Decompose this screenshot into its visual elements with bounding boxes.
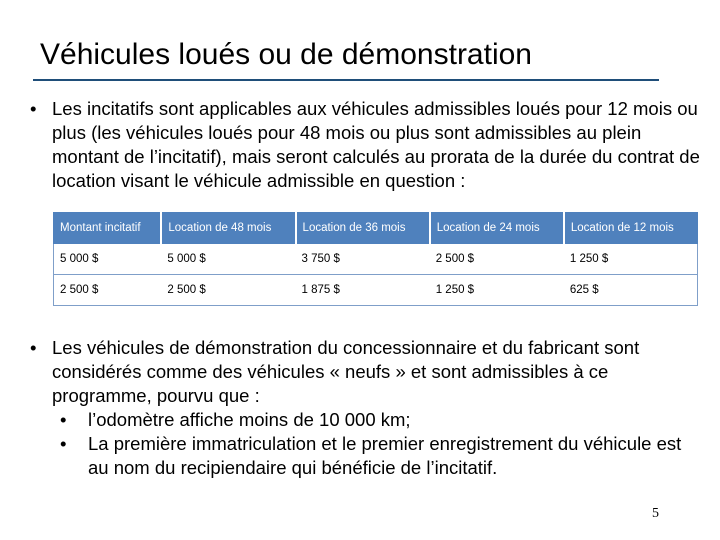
table-header-row	[54, 213, 698, 244]
table-row	[54, 275, 698, 306]
bullet-marker: •	[30, 337, 37, 358]
title-underline	[33, 79, 659, 81]
bullet-marker: •	[30, 98, 37, 119]
table-cell: 1 875 $	[296, 275, 430, 306]
table-cell: 2 500 $	[54, 275, 162, 306]
header-incentive-amount: Montant incitatif	[54, 213, 162, 244]
condition-registration: La première immatriculation et le premier enregistrement du véhicule est au nom du recipiendaire qui bénéficie de l’incitatif.	[88, 433, 682, 478]
table-row	[54, 244, 698, 275]
bullet-demo-vehicles	[30, 336, 700, 480]
demo-paragraph: Les véhicules de démonstration du concessionnaire et du fabricant sont considérés comme des véhicules « neufs » et sont admissibles à ce programme, pourvu que :	[52, 337, 640, 406]
sub-bullet-marker: •	[60, 433, 67, 454]
slide-title: Véhicules loués ou de démonstration	[40, 38, 532, 71]
table-cell: 5 000 $	[161, 244, 295, 275]
table-cell: 5 000 $	[54, 244, 162, 275]
table-cell: 625 $	[564, 275, 698, 306]
condition-item	[52, 432, 700, 480]
table-cell: 1 250 $	[564, 244, 698, 275]
header-lease-48: Location de 48 mois	[161, 213, 295, 244]
condition-item	[52, 408, 700, 432]
page-number: 5	[652, 506, 659, 521]
leasing-paragraph: Les incitatifs sont applicables aux véhicules admissibles loués pour 12 mois ou plus (les véhicules loués pour 48 mois ou plus sont admissibles au plein montant de l’incitatif), mais seront calculés au prorata de la durée du contrat de location visant le véhicule admissible en question :	[52, 98, 700, 191]
sub-bullet-marker: •	[60, 409, 67, 430]
header-lease-12: Location de 12 mois	[564, 213, 698, 244]
incentive-table	[53, 212, 698, 306]
table-cell: 1 250 $	[430, 275, 564, 306]
bullet-leasing-rules	[30, 97, 700, 193]
table-cell: 3 750 $	[296, 244, 430, 275]
table-cell: 2 500 $	[161, 275, 295, 306]
header-lease-24: Location de 24 mois	[430, 213, 564, 244]
header-lease-36: Location de 36 mois	[296, 213, 430, 244]
table-cell: 2 500 $	[430, 244, 564, 275]
condition-odometer: l’odomètre affiche moins de 10 000 km;	[88, 409, 411, 430]
